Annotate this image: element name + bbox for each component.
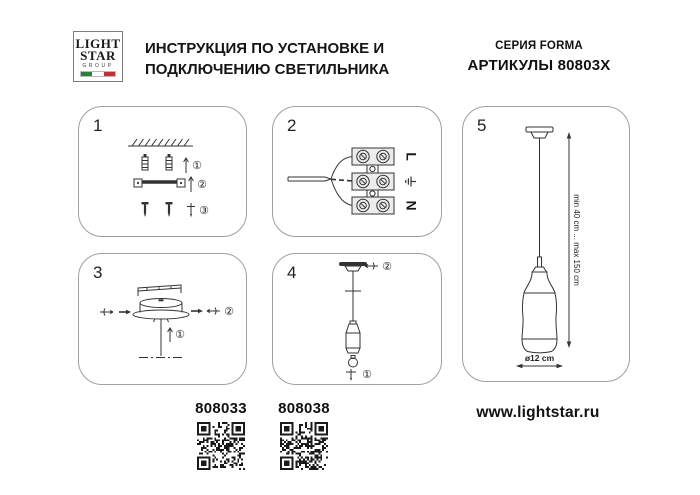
step-1-number: 1 [93,116,103,135]
earth-ground-icon [406,177,416,187]
wire-live [331,157,353,180]
qr-code [280,422,328,470]
height-dimension-label: min 40 cm ... max 150 cm [571,194,581,286]
screwdriver-icon [207,308,220,315]
page-title [145,38,445,80]
website-link: www.lightstar.ru [476,404,600,421]
wall-anchor-icon [142,154,148,170]
product-code: 808033 [195,400,247,417]
cord-nipple [538,257,542,267]
height-dimension-arrow [567,132,571,348]
lightstar-logo [73,31,123,82]
step-5-number: 5 [477,116,487,135]
screwdriver-icon [187,203,195,217]
step-3-number: 3 [93,263,103,282]
step-3-panel [78,253,247,385]
terminal-label-neutral: N [403,200,420,211]
step-5-diagram [463,107,629,381]
arrow-up-icon [189,177,194,192]
callout-1: ① [175,329,185,341]
mounting-bracket-icon [138,285,181,296]
canopy-drawing [133,299,189,322]
product-block [183,400,259,470]
step-1-diagram [79,107,246,236]
callout-2: ② [197,179,207,191]
step-2-number: 2 [287,116,297,135]
articles-label: АРТИКУЛЫ 80803X [467,57,611,74]
step-3-diagram [79,254,246,384]
qr-code [197,422,245,470]
step-4-diagram [273,254,441,384]
italian-flag-icon [80,71,116,77]
product-code: 808038 [278,400,330,417]
screw-icon [142,202,149,217]
step-4-panel [272,253,442,385]
lamp-socket-drawing [346,321,360,353]
callout-1: ① [362,369,372,381]
step-1-panel [78,106,247,237]
power-cable-icon [288,177,331,181]
screwdriver-icon [346,369,356,381]
arrow-up-icon [168,328,173,342]
diameter-dimension-arrow [516,364,563,368]
callout-2: ② [224,306,234,318]
series-label: СЕРИЯ FORMA [495,40,583,52]
screw-icon [166,202,173,217]
wire-earth [331,179,353,181]
wall-anchor-icon [166,154,172,170]
product-block [266,400,342,470]
page-title-line1: ИНСТРУКЦИЯ ПО УСТАНОВКЕ И [145,40,385,57]
arrow-right-icon [119,310,131,315]
lampshade-drawing [522,267,557,353]
callout-2: ② [382,261,392,273]
light-bulb-icon [349,356,358,368]
step-2-panel [272,106,442,237]
canopy-drawing [339,262,367,271]
step-4-number: 4 [287,263,297,282]
step-2-diagram [273,107,441,236]
page-title-line2: ПОДКЛЮЧЕНИЮ СВЕТИЛЬНИКА [145,61,390,78]
terminal-label-live: L [403,152,420,161]
arrow-right-icon [191,309,203,314]
ceiling-hatch-icon [128,139,193,146]
callout-3: ③ [199,205,209,217]
logo-word-star: STAR [80,47,116,63]
ceiling-plate-drawing [526,127,553,138]
logo-word-light: LIGHT [75,36,121,52]
logo-word-group: GROUP [82,62,114,69]
mounting-bracket-icon [134,179,185,187]
arrow-up-icon [184,158,189,173]
diameter-dimension-label: ø12 cm [524,353,555,363]
screwdriver-icon [365,263,378,270]
step-5-panel [462,106,630,382]
callout-1: ① [192,160,202,172]
wire-neutral [331,179,353,206]
terminal-block [352,148,394,214]
screwdriver-icon [100,309,113,316]
series-block [458,40,620,74]
